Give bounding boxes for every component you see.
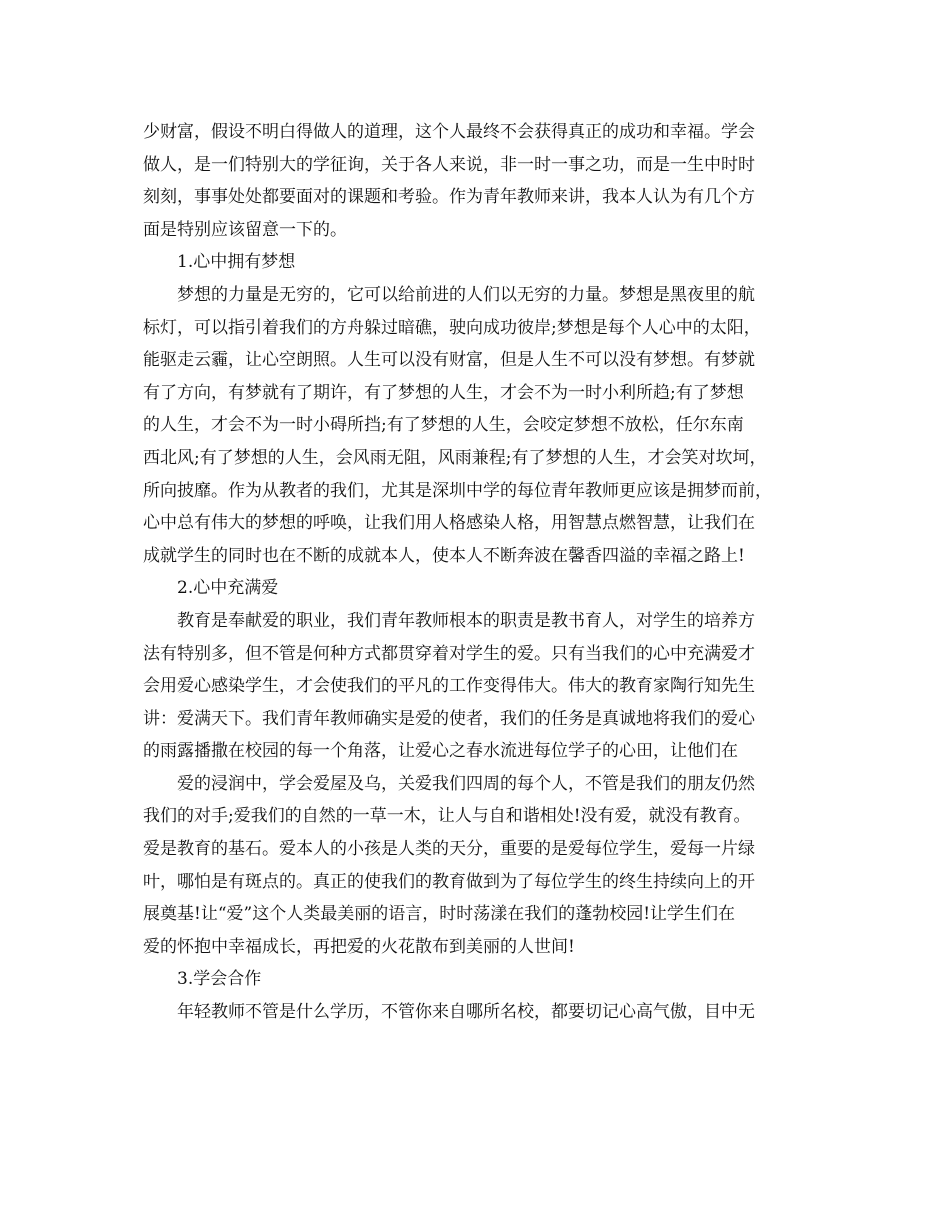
text-line: 有了方向，有梦就有了期许，有了梦想的人生，才会不为一时小利所趋;有了梦想 bbox=[143, 382, 744, 403]
text-line: 我们的对手;爱我们的自然的一草一木，让人与自和谐相处!没有爱，就没有教育。 bbox=[143, 806, 751, 827]
text-line: 会用爱心感染学生，才会使我们的平凡的工作变得伟大。伟大的教育家陶行知先生 bbox=[143, 676, 755, 697]
text-line: 法有特别多，但不管是何种方式都贯穿着对学生的爱。只有当我们的心中充满爱才 bbox=[143, 643, 755, 664]
text-line: 能驱走云霾，让心空朗照。人生可以没有财富，但是人生不可以没有梦想。有梦就 bbox=[143, 350, 755, 371]
text-line: 西北风;有了梦想的人生，会风雨无阻，风雨兼程;有了梦想的人生，才会笑对坎坷， bbox=[143, 447, 767, 468]
text-line: 刻刻，事事处处都要面对的课题和考验。作为青年教师来讲，我本人认为有几个方 bbox=[143, 187, 755, 208]
text-line: 2.心中充满爱 bbox=[177, 578, 279, 599]
text-line: 讲：爱满天下。我们青年教师确实是爱的使者，我们的任务是真诚地将我们的爱心 bbox=[143, 708, 755, 729]
text-line: 年轻教师不管是什么学历，不管你来自哪所名校，都要切记心高气傲，目中无 bbox=[177, 1002, 755, 1023]
text-line: 的雨露播撒在校园的每一个角落，让爱心之春水流进每位学子的心田，让他们在 bbox=[143, 741, 738, 762]
text-line: 展奠基!让“爱”这个人类最美丽的语言，时时荡漾在我们的蓬勃校园!让学生们在 bbox=[143, 904, 736, 925]
text-line: 爱的怀抱中幸福成长，再把爱的火花散布到美丽的人世间! bbox=[143, 936, 575, 957]
text-line: 成就学生的同时也在不断的成就本人，使本人不断奔波在馨香四溢的幸福之路上! bbox=[143, 545, 745, 566]
text-line: 面是特别应该留意一下的。 bbox=[143, 219, 347, 240]
text-line: 梦想的力量是无穷的，它可以给前进的人们以无穷的力量。梦想是黑夜里的航 bbox=[177, 284, 755, 305]
text-line: 少财富，假设不明白得做人的道理，这个人最终不会获得真正的成功和幸福。学会 bbox=[143, 122, 755, 142]
text-line: 标灯，可以指引着我们的方舟躲过暗礁，驶向成功彼岸;梦想是每个人心中的太阳， bbox=[143, 317, 761, 338]
text-line: 叶，哪怕是有斑点的。真正的使我们的教育做到为了每位学生的终生持续向上的开 bbox=[143, 871, 755, 892]
text-line: 3.学会合作 bbox=[177, 969, 262, 990]
text-line: 心中总有伟大的梦想的呼唤，让我们用人格感染人格，用智慧点燃智慧，让我们在 bbox=[143, 513, 755, 534]
text-line: 爱的浸润中，学会爱屋及乌，关爱我们四周的每个人，不管是我们的朋友仍然 bbox=[177, 773, 755, 794]
text-line: 的人生，才会不为一时小碍所挡;有了梦想的人生，会咬定梦想不放松，任尔东南 bbox=[143, 415, 744, 436]
document-body bbox=[143, 116, 823, 1029]
text-line: 教育是奉献爱的职业，我们青年教师根本的职责是教书育人，对学生的培养方 bbox=[177, 610, 755, 631]
text-line: 所向披靡。作为从教者的我们，尤其是深圳中学的每位青年教师更应该是拥梦而前， bbox=[143, 480, 772, 501]
text-line: 1.心中拥有梦想 bbox=[177, 252, 296, 273]
text-line: 爱是教育的基石。爱本人的小孩是人类的天分，重要的是爱每位学生，爱每一片绿 bbox=[143, 839, 755, 860]
text-line: 做人，是一们特别大的学征询，关于各人来说，非一时一事之功，而是一生中时时 bbox=[143, 154, 755, 175]
